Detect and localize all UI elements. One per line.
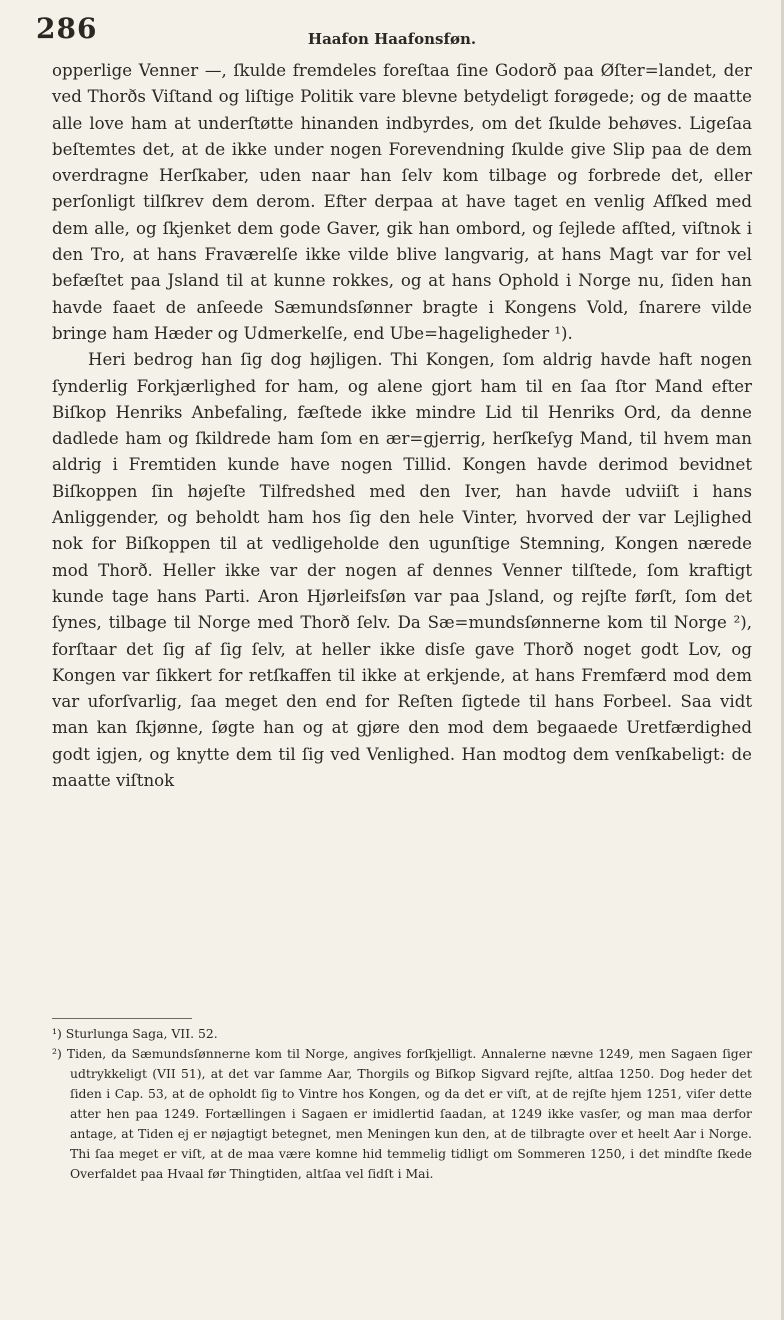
footnotes <box>52 1024 752 1184</box>
main-text <box>52 58 752 794</box>
paragraph-2: Heri bedrog han ſig dog højligen. Thi Kongen, ſom aldrig havde haft nogen ſynderlig Forkjærlighed for ham, og alene gjort ham til en ſaa ſtor Mand efter Biſkop Henriks Anbefaling, fæſtede ikke mindre Lid til Henriks Ord, da denne dadlede ham og ſkildrede ham ſom en ær=gjerrig, herſkeſyg Mand, til hvem man aldrig i Fremtiden kunde have nogen Tillid. Kongen havde derimod bevidnet Biſkoppen ſin højeſte Tilfredshed med den Iver, han havde udviiſt i hans Anliggender, og beholdt ham hos ſig den hele Vinter, hvorved der var Lejlighed nok for Biſkoppen til at vedligeholde den ugunſtige Stemning, Kongen nærede mod Thorð. Heller ikke var der nogen af dennes Venner tilſtede, ſom kraftigt kunde tage hans Parti. Aron Hjørleifsſøn var paa Jsland, og rejſte førſt, ſom det ſynes, tilbage til Norge med Thorð ſelv. Da Sæ=mundsſønnerne kom til Norge ²), forſtaar det ſig af ſig ſelv, at heller ikke disſe gave Thorð noget godt Lov, og Kongen var ſikkert for retſkaffen til ikke at erkjende, at hans Fremfærd mod dem var uforſvarlig, ſaa meget den end for Reſten ſigtede til hans Forbeel. Saa vidt man kan ſkjønne, ſøgte han og at gjøre den mod dem begaaede Uretfærdighed godt igjen, og knytte dem til ſig ved Venlighed. Han modtog dem venſkabeligt: de maatte viſtnok <box>52 350 752 791</box>
page-number: 286 <box>36 12 98 45</box>
footnote-1: ¹) Sturlunga Saga, VII. 52. <box>52 1026 218 1041</box>
running-head: Haafon Haafonsføn. <box>307 30 477 48</box>
footnote-rule <box>52 1018 192 1019</box>
paragraph-1: opperlige Venner —, ſkulde fremdeles foreſtaa ſine Godorð paa Øſter=landet, der ved Thorðs Viſtand og liſtige Politik vare blevne betydeligt forøgede; og de maatte alle love ham at underſtøtte hinanden indbyrdes, om det ſkulde behøves. Ligeſaa beſtemtes det, at de ikke under nogen Forevendning ſkulde give Slip paa de dem overdragne Herſkaber, uden naar han ſelv kom tilbage og forbrede det, eller perſonligt tilſkrev dem derom. Efter derpaa at have taget en venlig Afſked med dem alle, og ſkjenket dem gode Gaver, gik han ombord, og ſejlede afſted, viſtnok i den Tro, at hans Fraværelſe ikke vilde blive langvarig, at hans Magt var for vel befæſtet paa Jsland til at kunne rokkes, og at hans Ophold i Norge nu, ſiden han havde faaet de anſeede Sæmundsſønner bragte i Kongens Vold, ſnarere vilde bringe ham Hæder og Udmerkelſe, end Ube=hageligheder ¹). <box>52 61 752 343</box>
footnote-2: ²) Tiden, da Sæmundsſønnerne kom til Norge, angives forſkjelligt. Annalerne nævne 1249, men Sagaen ſiger udtrykkeligt (VII 51), at det var ſamme Aar, Thorgils og Biſkop Sigvard rejſte, altſaa 1250. Dog heder det ſiden i Cap. 53, at de opholdt ſig to Vintre hos Kongen, og da det er viſt, at de rejſte hjem 1251, viſer dette atter hen paa 1249. Fortællingen i Sagaen er imidlertid ſaadan, at 1249 ikke vasſer, og man maa derfor antage, at Tiden ej er nøjagtigt betegnet, men Meningen kun den, at de tilbragte over et heelt Aar i Norge. Thi ſaa meget er viſt, at de maa være komne hid temmelig tidligt om Sommeren 1250, i det mindſte ſkede Overfaldet paa Hvaal før Thingtiden, altſaa vel ſidſt i Mai. <box>52 1046 752 1181</box>
